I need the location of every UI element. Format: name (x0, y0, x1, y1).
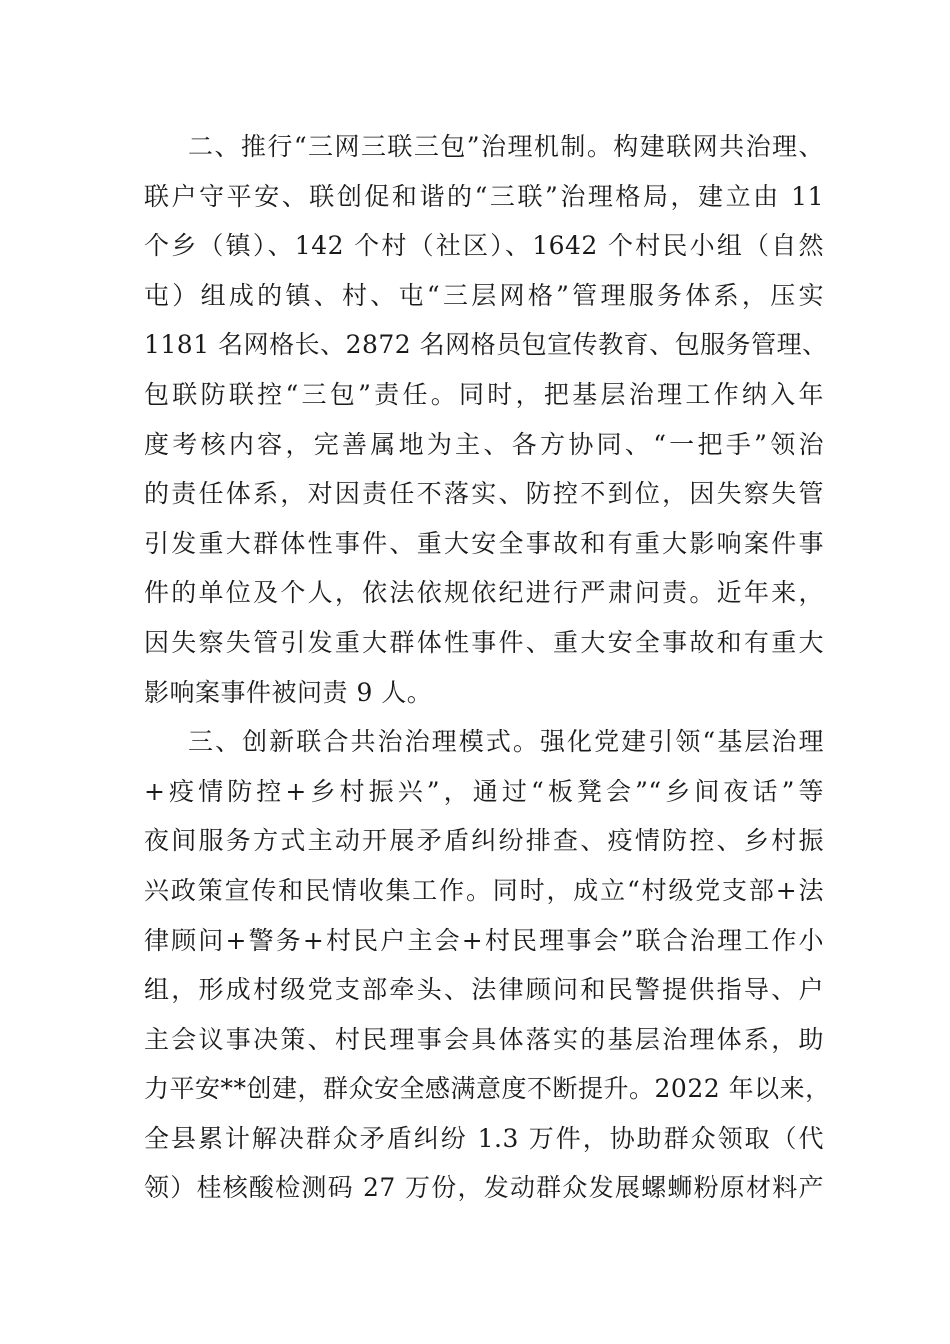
paragraph-2-line-11: 因失察失管引发重大群体性事件、重大安全事故和有重大 (144, 627, 824, 657)
paragraph-3-line-10: 领）桂核酸检测码 27 万份，发动群众发展螺蛳粉原材料产 (144, 1173, 824, 1203)
paragraph-3-line-1: 三、创新联合共治治理模式。强化党建引领“基层治理 (188, 727, 824, 757)
paragraph-2-line-2: 联户守平安、联创促和谐的“三联”治理格局，建立由 11 (144, 181, 824, 211)
paragraph-3-line-7: 主会议事决策、村民理事会具体落实的基层治理体系，助 (144, 1024, 824, 1054)
paragraph-2-line-4: 屯）组成的镇、村、屯“三层网格”管理服务体系，压实 (144, 280, 824, 310)
paragraph-3-line-8: 力平安**创建，群众安全感满意度不断提升。2022 年以来， (144, 1074, 831, 1104)
paragraph-3-line-5: 律顾问+警务+村民户主会+村民理事会”联合治理工作小 (144, 925, 824, 955)
paragraph-3-line-3: 夜间服务方式主动开展矛盾纠纷排查、疫情防控、乡村振 (144, 826, 824, 856)
paragraph-2-line-12: 影响案事件被问责 9 人。 (144, 677, 433, 707)
paragraph-2-line-3: 个乡（镇）、142 个村（社区）、1642 个村民小组（自然 (144, 231, 824, 261)
paragraph-2-line-5: 1181 名网格长、2872 名网格员包宣传教育、包服务管理、 (144, 330, 828, 360)
paragraph-2-line-6: 包联防联控“三包”责任。同时，把基层治理工作纳入年 (144, 379, 824, 409)
paragraph-3-line-4: 兴政策宣传和民情收集工作。同时，成立“村级党支部+法 (144, 875, 824, 905)
paragraph-2-line-1: 二、推行“三网三联三包”治理机制。构建联网共治理、 (188, 132, 824, 161)
document-body (144, 122, 831, 1213)
paragraph-3-line-2: +疫情防控+乡村振兴”，通过“板凳会”“乡间夜话”等 (144, 776, 824, 806)
paragraph-2-line-9: 引发重大群体性事件、重大安全事故和有重大影响案件事 (144, 528, 824, 558)
paragraph-2-line-7: 度考核内容，完善属地为主、各方协同、“一把手”领治 (144, 429, 824, 459)
paragraph-2-line-8: 的责任体系，对因责任不落实、防控不到位，因失察失管 (144, 479, 824, 509)
paragraph-2-line-10: 件的单位及个人，依法依规依纪进行严肃问责。近年来， (144, 578, 824, 608)
paragraph-3-line-9: 全县累计解决群众矛盾纠纷 1.3 万件，协助群众领取（代 (144, 1123, 824, 1153)
paragraph-3-line-6: 组，形成村级党支部牵头、法律顾问和民警提供指导、户 (144, 975, 824, 1005)
